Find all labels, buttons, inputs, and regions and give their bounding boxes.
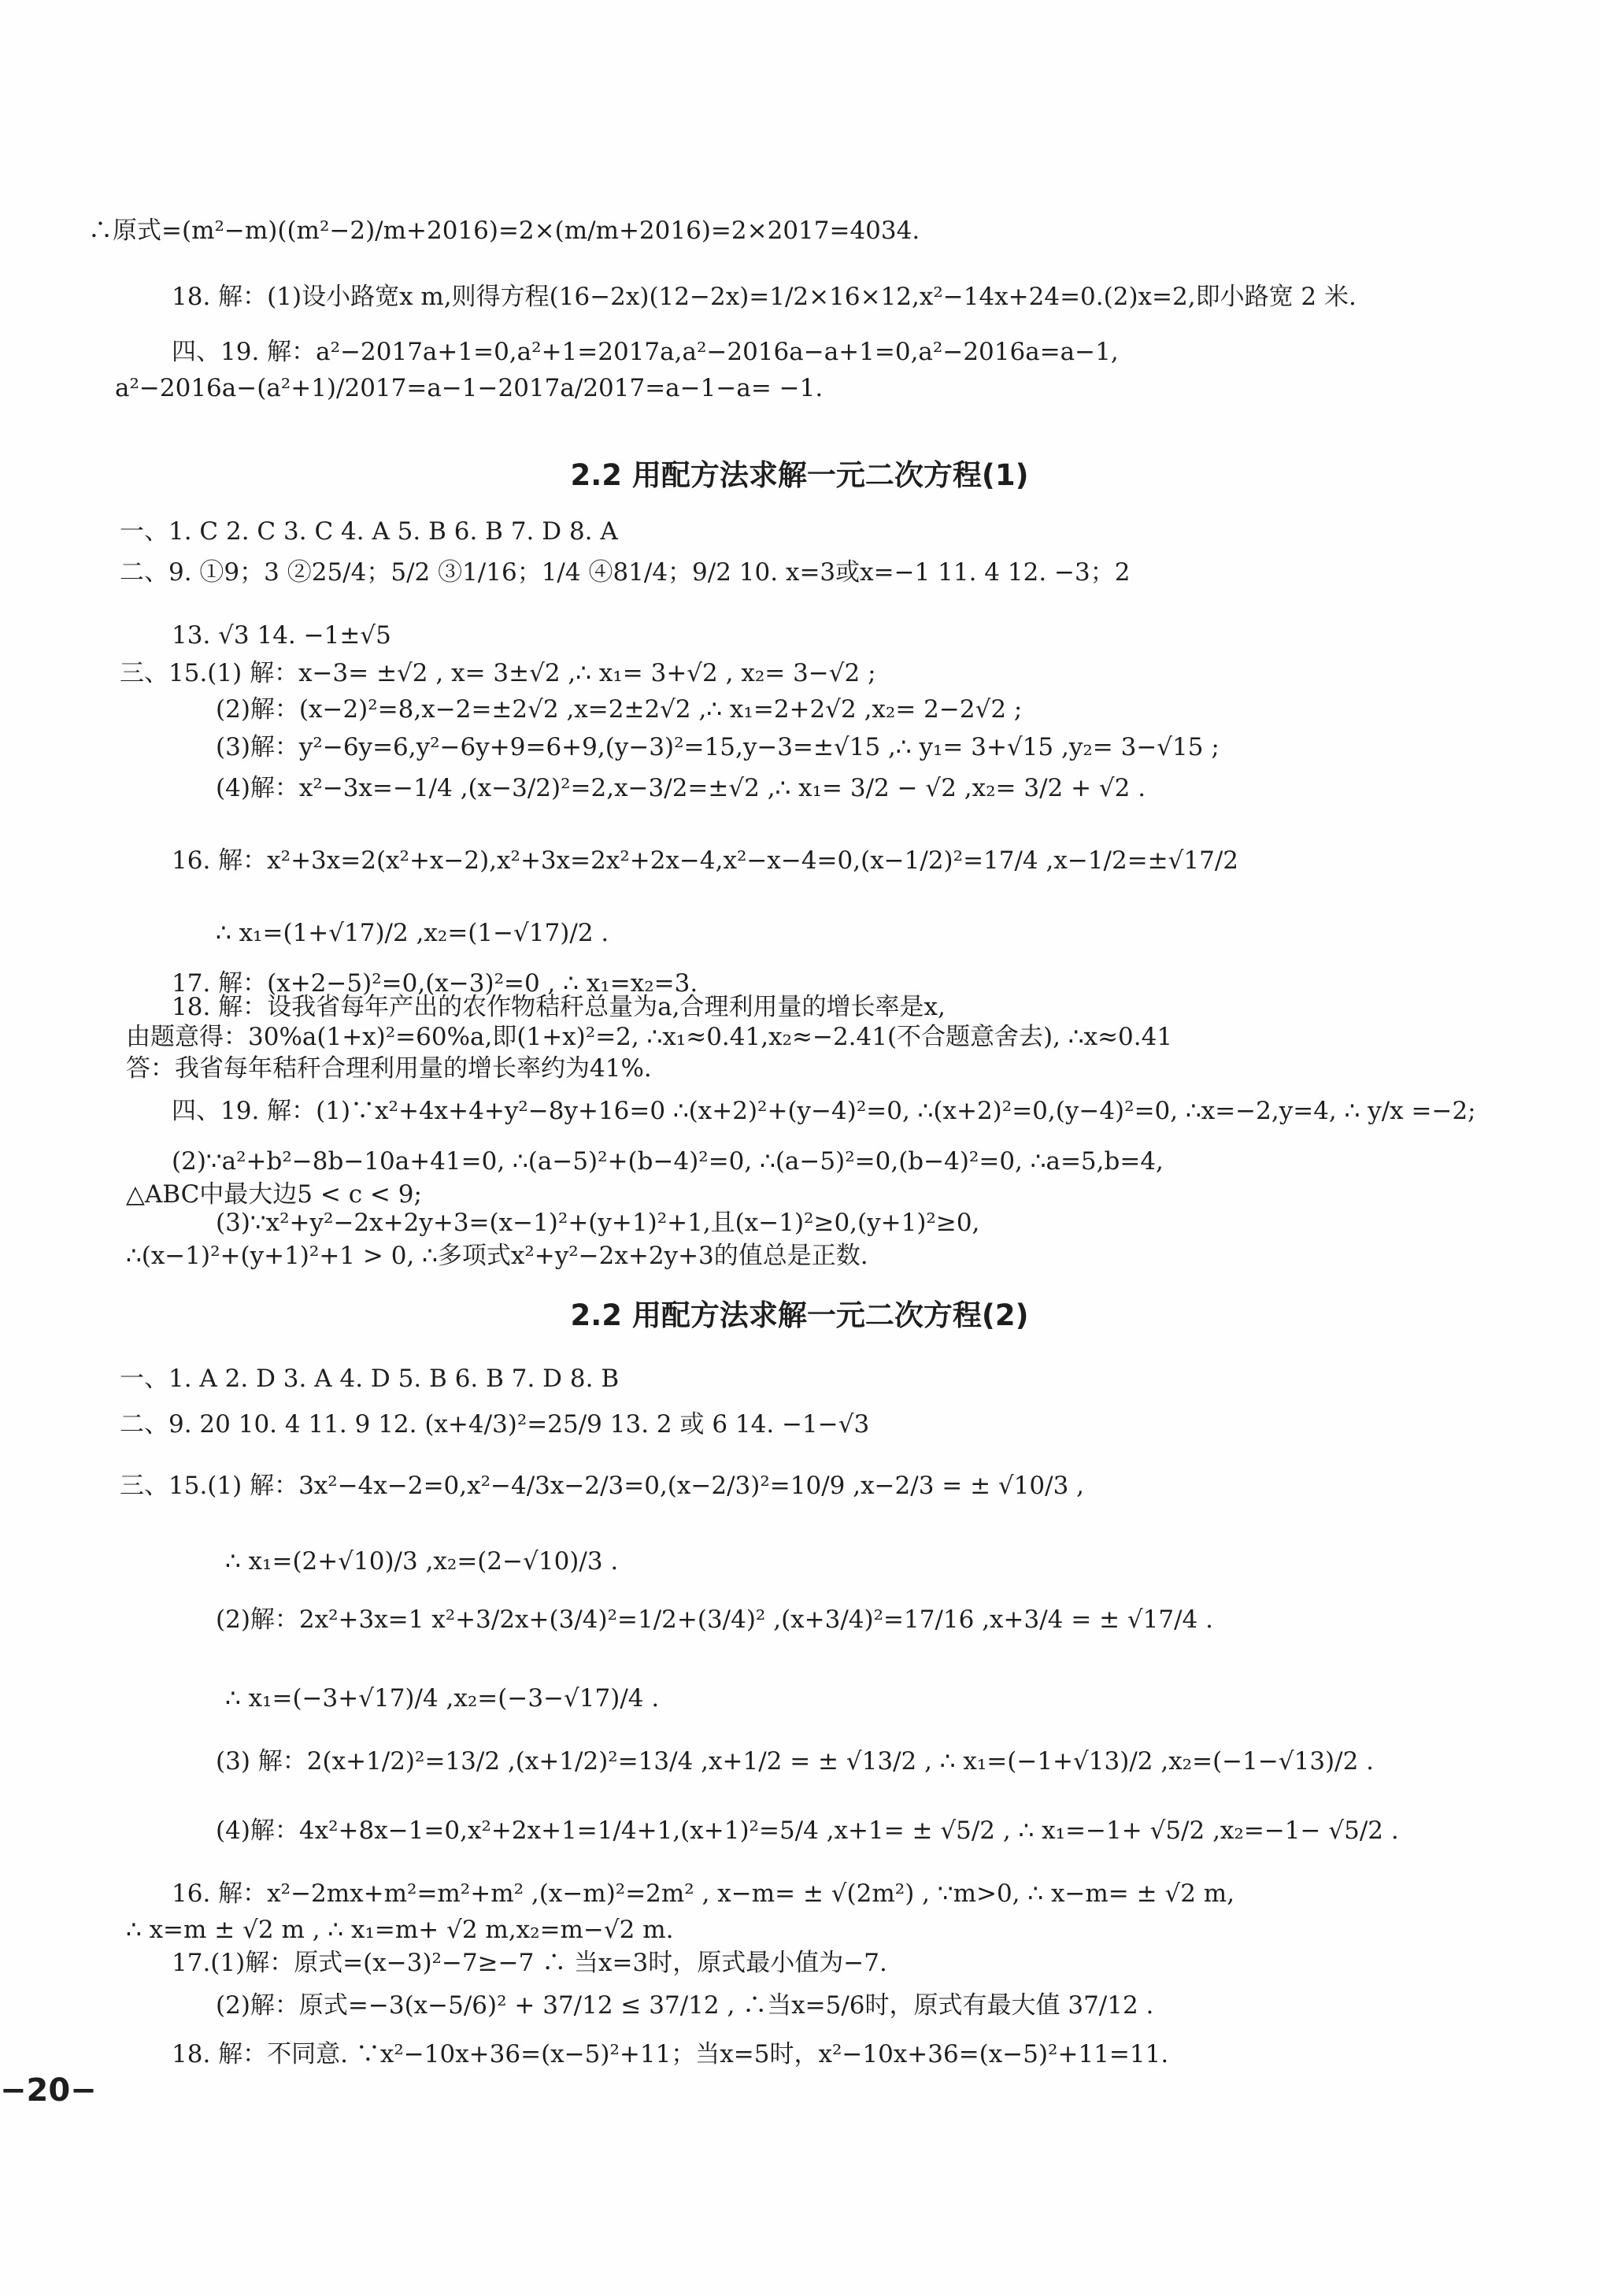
text-line: 18. 解：(1)设小路宽x m,则得方程(16−2x)(12−2x)=1/2×16×12,x²−14x+24=0.(2)x=2,即小路宽 2 米. (172, 283, 1357, 311)
text-line: 一、1. A 2. D 3. A 4. D 5. B 6. B 7. D 8. B (120, 1365, 620, 1393)
text-line: 二、9. ①9；3 ②25/4；5/2 ③1/16；1/4 ④81/4；9/2 10. x=3或x=−1 11. 4 12. −3；2 (120, 558, 1131, 587)
text-line: 二、9. 20 10. 4 11. 9 12. (x+4/3)²=25/9 13. 2 或 6 14. −1−√3 (120, 1410, 870, 1439)
text-line: (2)∵a²+b²−8b−10a+41=0, ∴(a−5)²+(b−4)²=0, ∴(a−5)²=0,(b−4)²=0, ∴a=5,b=4, (172, 1147, 1164, 1176)
text-line: 三、15.(1) 解：3x²−4x−2=0,x²−4/3x−2/3=0,(x−2/3)²=10/9 ,x−2/3 = ± √10/3 , (120, 1472, 1084, 1500)
text-line: ∴ x₁=(−3+√17)/4 ,x₂=(−3−√17)/4 . (225, 1684, 660, 1713)
text-line: 答：我省每年秸秆合理利用量的增长率约为41%. (126, 1054, 652, 1083)
text-line: ∴ x₁=(2+√10)/3 ,x₂=(2−√10)/3 . (225, 1547, 619, 1576)
text-line: 四、19. 解：a²−2017a+1=0,a²+1=2017a,a²−2016a−a+1=0,a²−2016a=a−1, (172, 338, 1119, 366)
text-line: (4)解：x²−3x=−1/4 ,(x−3/2)²=2,x−3/2=±√2 ,∴ x₁= 3/2 − √2 ,x₂= 3/2 + √2 . (216, 774, 1146, 802)
text-line: ∴(x−1)²+(y+1)²+1 > 0, ∴多项式x²+y²−2x+2y+3的值总是正数. (126, 1242, 868, 1270)
text-line: ∴ x=m ± √2 m , ∴ x₁=m+ √2 m,x₂=m−√2 m. (126, 1916, 674, 1944)
text-line: 17. 解：(x+2−5)²=0,(x−3)²=0 , ∴ x₁=x₂=3. (172, 969, 698, 998)
text-line: 由题意得：30%a(1+x)²=60%a,即(1+x)²=2, ∴x₁≈0.41,x₂≈−2.41(不合题意舍去), ∴x≈0.41 (126, 1023, 1173, 1051)
text-line: (3) 解：2(x+1/2)²=13/2 ,(x+1/2)²=13/4 ,x+1/2 = ± √13/2 , ∴ x₁=(−1+√13)/2 ,x₂=(−1−√13)/2 . (216, 1747, 1375, 1776)
page-number: −20− (0, 2072, 97, 2109)
text-line: (2)解：2x²+3x=1 x²+3/2x+(3/4)²=1/2+(3/4)² ,(x+3/4)²=17/16 ,x+3/4 = ± √17/4 . (216, 1605, 1213, 1634)
text-line: 18. 解：设我省每年产出的农作物秸秆总量为a,合理利用量的增长率是x, (172, 993, 946, 1021)
text-line: 18. 解：不同意. ∵x²−10x+36=(x−5)²+11；当x=5时，x²−10x+36=(x−5)²+11=11. (172, 2040, 1169, 2068)
text-line: ∴原式=(m²−m)((m²−2)/m+2016)=2×(m/m+2016)=2×2017=4034. (88, 217, 920, 245)
text-line: (2)解：(x−2)²=8,x−2=±2√2 ,x=2±2√2 ,∴ x₁=2+2√2 ,x₂= 2−2√2 ; (216, 695, 1023, 724)
text-line: 四、19. 解：(1)∵x²+4x+4+y²−8y+16=0 ∴(x+2)²+(y−4)²=0, ∴(x+2)²=0,(y−4)²=0, ∴x=−2,y=4, ∴ y/x =−2; (172, 1097, 1476, 1125)
title-section-1: 2.2 用配方法求解一元二次方程(1) (570, 458, 1029, 492)
text-line: △ABC中最大边5 < c < 9; (126, 1180, 422, 1209)
text-line: 16. 解：x²−2mx+m²=m²+m² ,(x−m)²=2m² , x−m= ± √(2m²) , ∵m>0, ∴ x−m= ± √2 m, (172, 1879, 1235, 1908)
text-line: 17.(1)解：原式=(x−3)²−7≥−7 ∴ 当x=3时，原式最小值为−7. (172, 1949, 887, 1977)
text-line: (3)∵x²+y²−2x+2y+3=(x−1)²+(y+1)²+1,且(x−1)²≥0,(y+1)²≥0, (216, 1209, 980, 1237)
text-line: (4)解：4x²+8x−1=0,x²+2x+1=1/4+1,(x+1)²=5/4 ,x+1= ± √5/2 , ∴ x₁=−1+ √5/2 ,x₂=−1− √5/2 . (216, 1816, 1399, 1845)
text-line: 三、15.(1) 解：x−3= ±√2 , x= 3±√2 ,∴ x₁= 3+√2 , x₂= 3−√2 ; (120, 659, 876, 687)
text-line: 一、1. C 2. C 3. C 4. A 5. B 6. B 7. D 8. A (120, 517, 618, 546)
text-line: 13. √3 14. −1±√5 (172, 621, 391, 650)
text-line: a²−2016a−(a²+1)/2017=a−1−2017a/2017=a−1−a= −1. (115, 374, 824, 402)
text-line: 16. 解：x²+3x=2(x²+x−2),x²+3x=2x²+2x−4,x²−x−4=0,(x−1/2)²=17/4 ,x−1/2=±√17/2 (172, 846, 1239, 875)
text-line: (2)解：原式=−3(x−5/6)² + 37/12 ≤ 37/12 , ∴当x=5/6时，原式有最大值 37/12 . (216, 1991, 1154, 2020)
text-line: (3)解：y²−6y=6,y²−6y+9=6+9,(y−3)²=15,y−3=±√15 ,∴ y₁= 3+√15 ,y₂= 3−√15 ; (216, 733, 1220, 761)
text-line: ∴ x₁=(1+√17)/2 ,x₂=(1−√17)/2 . (216, 919, 609, 947)
title-section-2: 2.2 用配方法求解一元二次方程(2) (570, 1298, 1029, 1332)
